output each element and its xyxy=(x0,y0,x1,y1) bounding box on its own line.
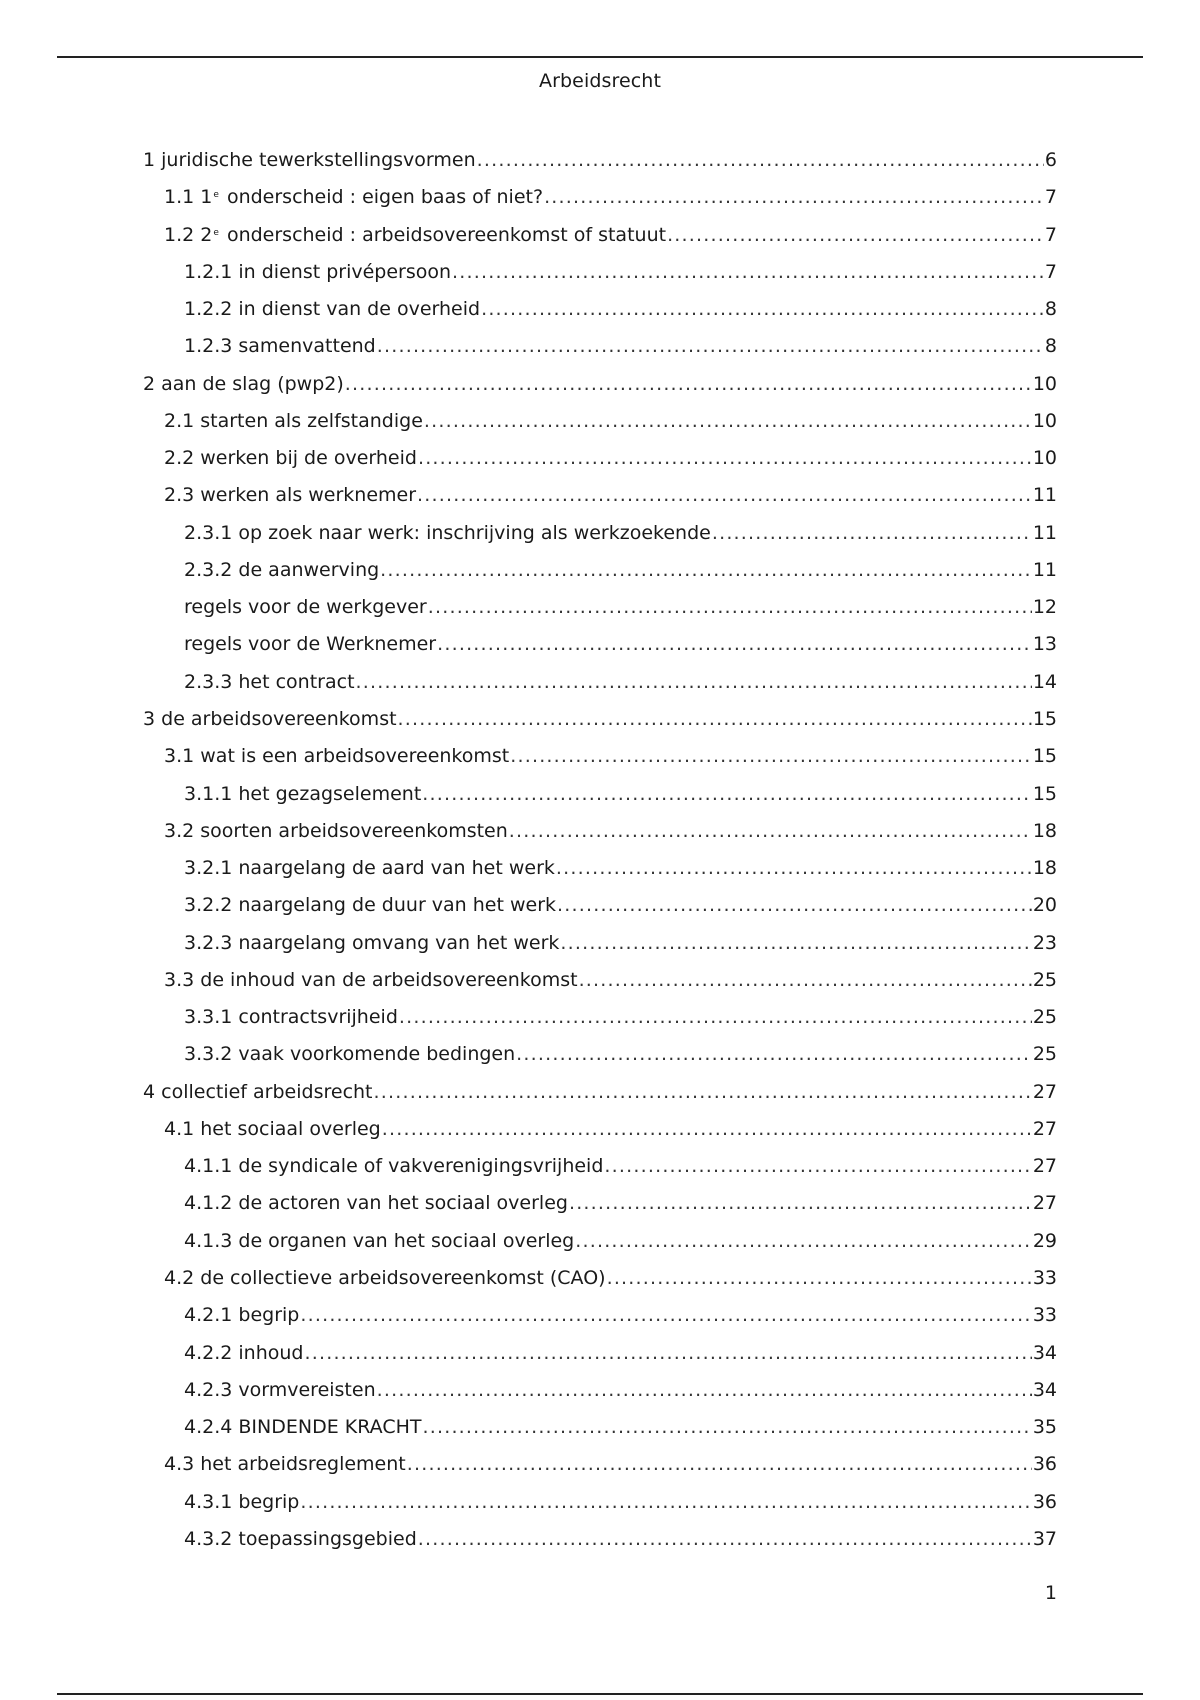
dot-leader xyxy=(422,1416,1031,1438)
toc-page-number: 15 xyxy=(1032,745,1057,768)
dot-leader xyxy=(356,671,1032,693)
dot-leader xyxy=(569,1192,1032,1214)
toc-page-number: 27 xyxy=(1032,1192,1057,1215)
dot-leader xyxy=(712,522,1032,544)
dot-leader xyxy=(575,1230,1032,1252)
header-rule xyxy=(57,56,1143,58)
toc-entry-title: 3.2.2 naargelang de duur van het werk xyxy=(184,894,557,917)
toc-page-number: 18 xyxy=(1032,857,1057,880)
dot-leader xyxy=(607,1267,1032,1289)
dot-leader xyxy=(377,335,1044,357)
toc-entry-title: regels voor de werkgever xyxy=(184,596,427,619)
toc-entry-title: 2.3 werken als werknemer xyxy=(164,484,417,507)
dot-leader xyxy=(428,596,1032,618)
toc-entry[interactable] xyxy=(143,1006,1057,1043)
toc-page-number: 10 xyxy=(1032,447,1057,470)
toc-entry[interactable] xyxy=(143,969,1057,1006)
dot-leader xyxy=(667,224,1044,246)
toc-entry-number: 1.1 1 xyxy=(164,186,213,209)
toc-entry-title: 2.3.1 op zoek naar werk: inschrijving als werkzoekende xyxy=(184,521,711,544)
toc-entry[interactable] xyxy=(143,1267,1057,1304)
toc-page-number: 37 xyxy=(1032,1527,1057,1550)
dot-leader xyxy=(380,559,1032,581)
toc-page-number: 10 xyxy=(1032,372,1057,395)
toc-page-number: 25 xyxy=(1032,1006,1057,1029)
toc-page-number: 33 xyxy=(1032,1266,1057,1289)
table-of-contents xyxy=(143,149,1057,1565)
toc-page-number: 35 xyxy=(1032,1416,1057,1439)
toc-entry-title: 4.1 het sociaal overleg xyxy=(164,1117,381,1140)
dot-leader xyxy=(377,1379,1032,1401)
dot-leader xyxy=(398,708,1032,730)
dot-leader xyxy=(510,745,1032,767)
toc-entry-title: 1.2.1 in dienst privépersoon xyxy=(184,260,452,283)
toc-entry-title: 3.3 de inhoud van de arbeidsovereenkomst xyxy=(164,968,578,991)
toc-entry[interactable] xyxy=(143,447,1057,484)
toc-entry-title: 1.2.3 samenvattend xyxy=(184,335,376,358)
toc-page-number: 8 xyxy=(1044,298,1057,321)
toc-page-number: 15 xyxy=(1032,782,1057,805)
toc-page-number: 23 xyxy=(1032,931,1057,954)
toc-entry-title: 3.1.1 het gezagselement xyxy=(184,782,422,805)
toc-entry[interactable] xyxy=(143,149,1057,186)
toc-page-number: 14 xyxy=(1032,670,1057,693)
toc-page-number: 27 xyxy=(1032,1117,1057,1140)
dot-leader xyxy=(452,261,1044,283)
toc-entry-title: 4.3.1 begrip xyxy=(184,1490,300,1513)
toc-entry-title: 4.3 het arbeidsreglement xyxy=(164,1453,406,1476)
dot-leader xyxy=(509,820,1032,842)
dot-leader xyxy=(345,373,1032,395)
toc-page-number: 7 xyxy=(1044,186,1057,209)
ordinal-superscript: e xyxy=(213,227,219,238)
dot-leader xyxy=(481,298,1044,320)
dot-leader xyxy=(560,932,1031,954)
toc-entry-number: 1.2 2 xyxy=(164,223,213,246)
toc-entry-title: 4 collectief arbeidsrecht xyxy=(143,1080,373,1103)
dot-leader xyxy=(300,1304,1031,1326)
document-header-title: Arbeidsrecht xyxy=(538,70,662,92)
ordinal-superscript: e xyxy=(213,190,219,201)
dot-leader xyxy=(437,633,1032,655)
toc-entry[interactable] xyxy=(143,1304,1057,1341)
toc-entry[interactable] xyxy=(143,373,1057,410)
toc-entry-title: 3.3.1 contractsvrijheid xyxy=(184,1006,398,1029)
toc-entry-title: 3.3.2 vaak voorkomende bedingen xyxy=(184,1043,516,1066)
toc-entry[interactable] xyxy=(143,298,1057,335)
toc-page-number: 8 xyxy=(1044,335,1057,358)
toc-page-number: 27 xyxy=(1032,1080,1057,1103)
toc-page-number: 25 xyxy=(1032,968,1057,991)
dot-leader xyxy=(407,1453,1032,1475)
toc-entry[interactable] xyxy=(143,224,1057,261)
toc-page-number: 27 xyxy=(1032,1155,1057,1178)
toc-entry[interactable] xyxy=(143,671,1057,708)
toc-entry-title: 1 juridische tewerkstellingsvormen xyxy=(143,149,476,171)
toc-entry-label: onderscheid : eigen baas of niet? xyxy=(220,186,544,209)
dot-leader xyxy=(300,1491,1031,1513)
dot-leader xyxy=(374,1081,1032,1103)
toc-entry-title xyxy=(164,186,543,208)
toc-entry-title: 4.1.2 de actoren van het sociaal overleg xyxy=(184,1192,568,1215)
toc-entry-title: 4.1.3 de organen van het sociaal overleg xyxy=(184,1229,575,1252)
toc-entry[interactable] xyxy=(143,745,1057,782)
toc-entry[interactable] xyxy=(143,708,1057,745)
dot-leader xyxy=(418,1528,1032,1550)
toc-entry[interactable] xyxy=(143,559,1057,596)
toc-entry-title: 3.1 wat is een arbeidsovereenkomst xyxy=(164,745,510,768)
toc-entry[interactable] xyxy=(143,484,1057,521)
toc-page-number: 11 xyxy=(1032,558,1057,581)
dot-leader xyxy=(422,783,1032,805)
toc-entry-title: 3.2 soorten arbeidsovereenkomsten xyxy=(164,819,508,842)
toc-page-number: 36 xyxy=(1032,1453,1057,1476)
dot-leader xyxy=(417,484,1032,506)
toc-entry[interactable] xyxy=(143,261,1057,298)
toc-entry-title: 3 de arbeidsovereenkomst xyxy=(143,707,397,730)
dot-leader xyxy=(556,857,1032,879)
toc-entry[interactable] xyxy=(143,783,1057,820)
toc-entry[interactable] xyxy=(143,522,1057,559)
toc-page-number: 25 xyxy=(1032,1043,1057,1066)
toc-entry-title: 3.2.1 naargelang de aard van het werk xyxy=(184,857,555,880)
toc-entry-title: 2.3.2 de aanwerving xyxy=(184,558,380,581)
toc-entry-title: 4.2 de collectieve arbeidsovereenkomst (CAO) xyxy=(164,1266,606,1289)
toc-entry-title: 3.2.3 naargelang omvang van het werk xyxy=(184,931,560,954)
toc-entry[interactable] xyxy=(143,894,1057,931)
toc-entry-title: 4.3.2 toepassingsgebied xyxy=(184,1527,417,1550)
page-number: 1 xyxy=(1044,1582,1057,1604)
toc-entry[interactable] xyxy=(143,1081,1057,1118)
toc-entry[interactable] xyxy=(143,932,1057,969)
toc-entry-title: 2.2 werken bij de overheid xyxy=(164,447,417,470)
toc-page-number: 7 xyxy=(1044,260,1057,283)
dot-leader xyxy=(418,447,1032,469)
toc-entry[interactable] xyxy=(143,1230,1057,1267)
toc-entry-title xyxy=(164,224,666,246)
toc-entry-title: 2 aan de slag (pwp2) xyxy=(143,372,344,395)
toc-page-number: 36 xyxy=(1032,1490,1057,1513)
toc-entry[interactable] xyxy=(143,1379,1057,1416)
toc-page-number: 13 xyxy=(1032,633,1057,656)
toc-entry-title: 4.2.3 vormvereisten xyxy=(184,1378,376,1401)
toc-entry-title: 2.1 starten als zelfstandige xyxy=(164,409,423,432)
toc-entry[interactable] xyxy=(143,186,1057,223)
toc-page-number: 29 xyxy=(1032,1229,1057,1252)
toc-entry-title: 2.3.3 het contract xyxy=(184,670,355,693)
toc-page-number: 6 xyxy=(1044,149,1057,171)
toc-page-number: 34 xyxy=(1032,1341,1057,1364)
toc-entry[interactable] xyxy=(143,1342,1057,1379)
dot-leader xyxy=(424,410,1032,432)
toc-entry[interactable] xyxy=(143,1491,1057,1528)
toc-entry[interactable] xyxy=(143,1528,1057,1565)
toc-page-number: 34 xyxy=(1032,1378,1057,1401)
toc-entry[interactable] xyxy=(143,410,1057,447)
toc-entry[interactable] xyxy=(143,857,1057,894)
footer-rule xyxy=(57,1693,1143,1695)
toc-entry[interactable] xyxy=(143,1155,1057,1192)
toc-page-number: 12 xyxy=(1032,596,1057,619)
toc-entry[interactable] xyxy=(143,1453,1057,1490)
dot-leader xyxy=(477,149,1044,171)
toc-page-number: 11 xyxy=(1032,521,1057,544)
toc-page-number: 7 xyxy=(1044,223,1057,246)
toc-page-number: 18 xyxy=(1032,819,1057,842)
toc-entry[interactable] xyxy=(143,633,1057,670)
toc-entry-label: onderscheid : arbeidsovereenkomst of statuut xyxy=(220,223,667,246)
toc-entry-title: 4.2.2 inhoud xyxy=(184,1341,304,1364)
dot-leader xyxy=(516,1043,1032,1065)
toc-entry-title: 4.2.4 BINDENDE KRACHT xyxy=(184,1416,422,1439)
toc-entry-title: 4.2.1 begrip xyxy=(184,1304,300,1327)
toc-page-number: 10 xyxy=(1032,409,1057,432)
dot-leader xyxy=(604,1155,1031,1177)
toc-page-number: 33 xyxy=(1032,1304,1057,1327)
toc-page-number: 11 xyxy=(1032,484,1057,507)
dot-leader xyxy=(557,894,1032,916)
toc-entry[interactable] xyxy=(143,335,1057,372)
dot-leader xyxy=(399,1006,1032,1028)
toc-entry-title: regels voor de Werknemer xyxy=(184,633,437,656)
toc-entry[interactable] xyxy=(143,1192,1057,1229)
toc-entry[interactable] xyxy=(143,1416,1057,1453)
dot-leader xyxy=(579,969,1032,991)
dot-leader xyxy=(304,1342,1031,1364)
toc-entry[interactable] xyxy=(143,1118,1057,1155)
toc-entry-title: 4.1.1 de syndicale of vakverenigingsvrijheid xyxy=(184,1155,604,1178)
toc-page-number: 20 xyxy=(1032,894,1057,917)
toc-entry[interactable] xyxy=(143,820,1057,857)
toc-page-number: 15 xyxy=(1032,707,1057,730)
toc-entry[interactable] xyxy=(143,596,1057,633)
toc-entry-title: 1.2.2 in dienst van de overheid xyxy=(184,298,481,321)
toc-entry[interactable] xyxy=(143,1043,1057,1080)
dot-leader xyxy=(382,1118,1032,1140)
dot-leader xyxy=(544,186,1044,208)
